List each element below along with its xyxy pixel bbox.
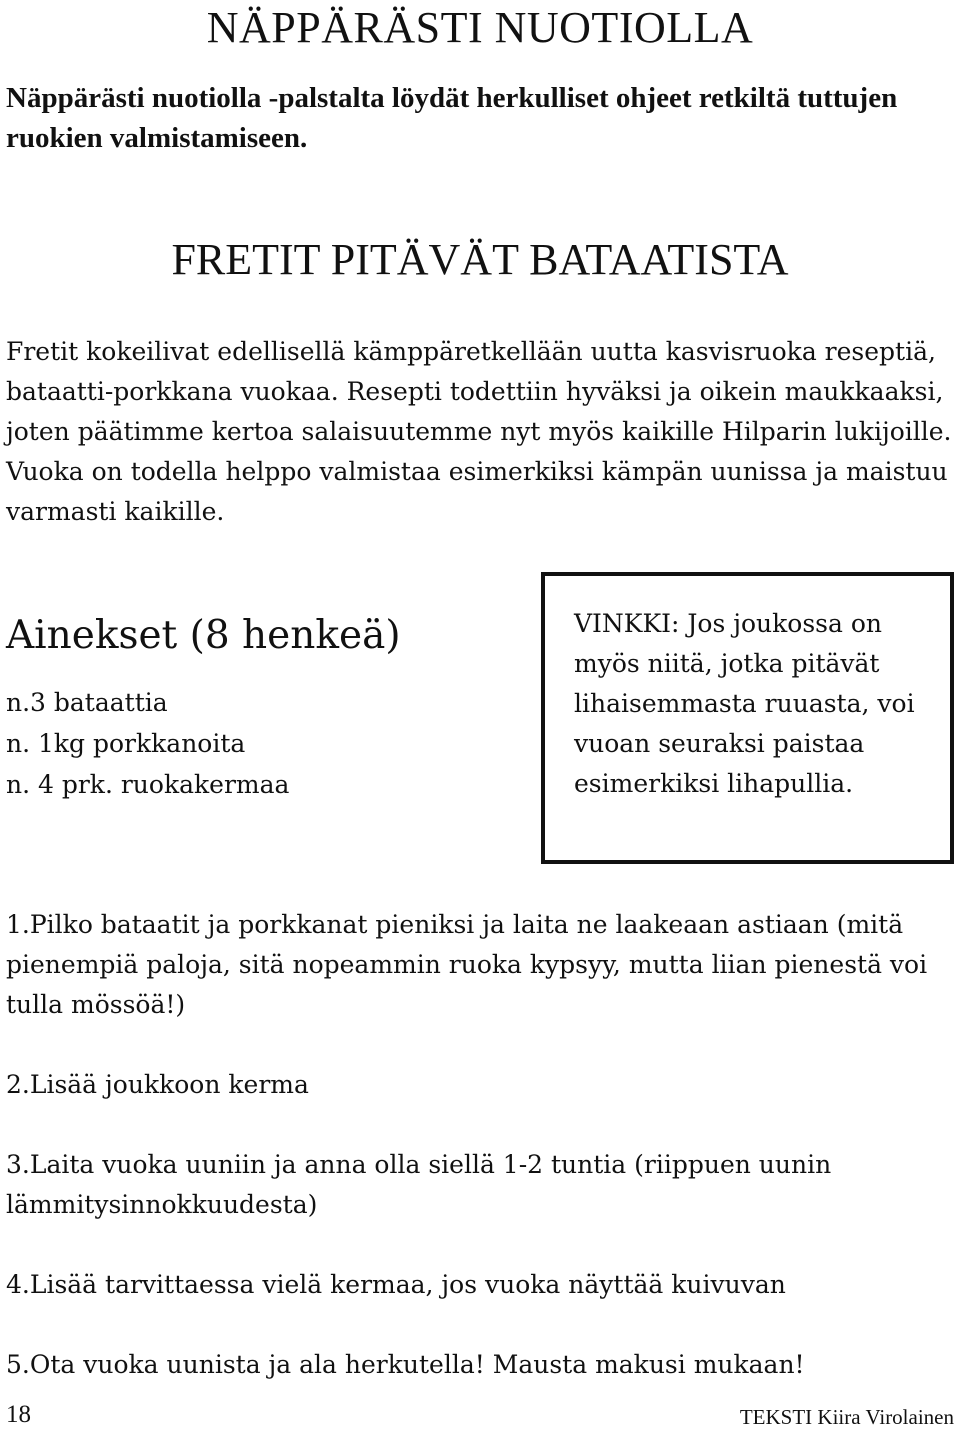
ingredient-item: n.3 bataattia — [6, 688, 168, 717]
instruction-step: 5.Ota vuoka uunista ja ala herkutella! Mausta makusi mukaan! — [6, 1350, 805, 1379]
ingredients-list — [6, 682, 506, 805]
author-credit: TEKSTI Kiira Virolainen — [739, 1405, 954, 1429]
ingredients-section — [6, 606, 506, 805]
recipe-description: Fretit kokeilivat edellisellä kämppäretkellään uutta kasvisruoka reseptiä, bataatti-porkkana vuokaa. Resepti todettiin hyväksi ja oikein maukkaaksi, joten päätimme kertoa salaisuutemme nyt myös kaikille Hilparin lukijoille. Vuoka on todella helppo valmistaa esimerkiksi kämpän uunissa ja maistuu varmasti kaikille. — [6, 337, 952, 526]
instruction-steps — [6, 905, 954, 1425]
instruction-step: 2.Lisää joukkoon kerma — [6, 1070, 309, 1099]
ingredient-item: n. 1kg porkkanoita — [6, 729, 246, 758]
tip-text: VINKKI: Jos joukossa on myös niitä, jotka pitävät lihaisemmasta ruuasta, voi vuoan seuraksi paistaa esimerkiksi lihapullia. — [574, 609, 915, 798]
ingredients-heading: Ainekset (8 henkeä) — [6, 613, 401, 658]
recipe-title: FRETIT PITÄVÄT BATAATISTA — [171, 235, 789, 284]
column-intro: Näppärästi nuotiolla -palstalta löydät herkulliset ohjeet retkiltä tuttujen ruokien valmistamiseen. — [6, 82, 898, 154]
instruction-step: 4.Lisää tarvittaessa vielä kermaa, jos vuoka näyttää kuivuvan — [6, 1270, 786, 1299]
tip-box — [541, 572, 954, 864]
ingredient-item: n. 4 prk. ruokakermaa — [6, 770, 290, 799]
column-title: NÄPPÄRÄSTI NUOTIOLLA — [206, 3, 754, 52]
instruction-step: 3.Laita vuoka uuniin ja anna olla siellä 1-2 tuntia (riippuen uunin lämmitysinnokkuudesta) — [6, 1150, 832, 1219]
page-number: 18 — [6, 1401, 31, 1428]
instruction-step: 1.Pilko bataatit ja porkkanat pieniksi ja laita ne laakeaan astiaan (mitä pienempiä paloja, sitä nopeammin ruoka kypsyy, mutta liian pienestä voi tulla mössöä!) — [6, 910, 928, 1019]
